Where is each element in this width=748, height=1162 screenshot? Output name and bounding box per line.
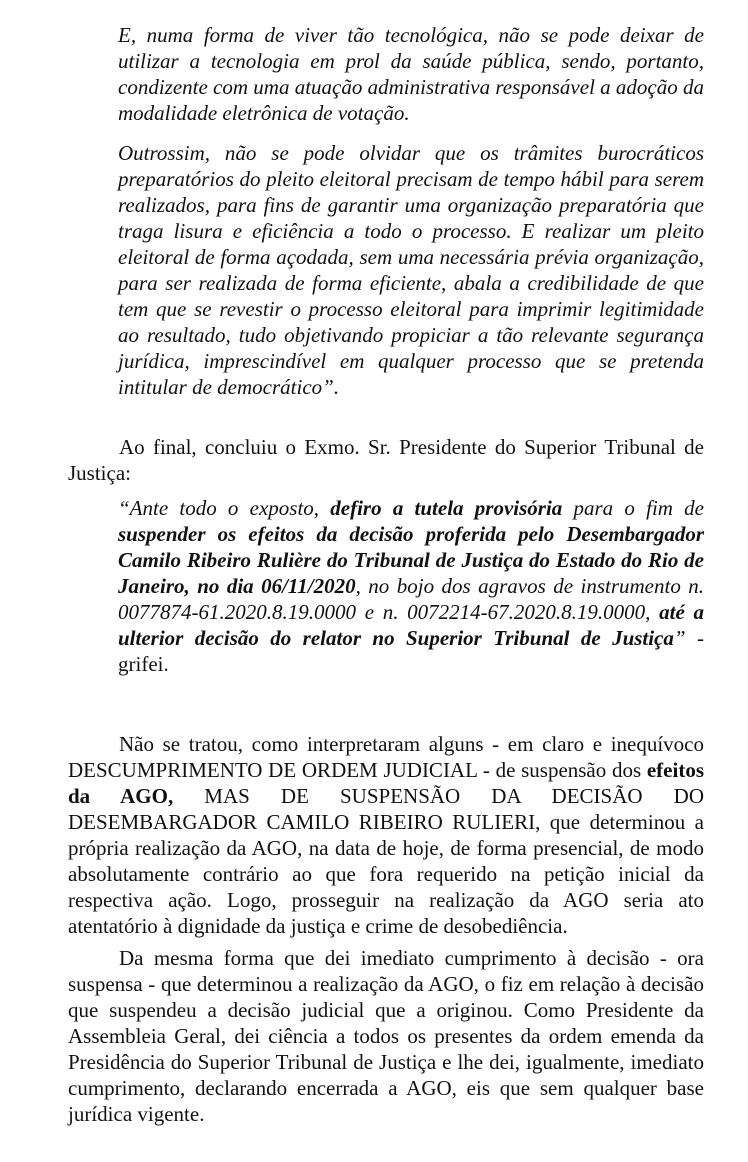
quote-text: , no bojo dos agravos de instrumento n. 0077874-61.2020.8.19.0000 e n. 0072214-67.2020.8.19.0000, xyxy=(118,574,705,624)
paragraph-text: MAS DE SUSPENSÃO DA DECISÃO DO DESEMBARGADOR CAMILO RIBEIRO RULIERI, que determinou a própria realização da AGO, na data de hoje, de forma presencial, de modo absolutamente contrário ao que fora requerido na petição inicial da respectiva ação. Logo, prosseguir na realização da AGO seria ato atentatório à dignidade da justiça e crime de desobediência. xyxy=(68,784,704,938)
quote-paragraph-electoral-process: Outrossim, não se pode olvidar que os trâmites burocráticos preparatórios do pleito eleitoral precisam de tempo hábil para serem realizados, para fins de garantir uma organização preparatória que traga lisura e eficiência a todo o processo. E realizar um pleito eleitoral de forma açodada, sem uma necessária prévia organização, para ser realizada de forma eficiente, abala a credibilidade de que tem que se revestir o processo eleitoral para imprimir legitimidade ao resultado, tudo objetivando propiciar a tão relevante segurança jurídica, imprescindível em qualquer processo que se pretenda intitular de democrático”. xyxy=(118,141,704,399)
quote-text: ” xyxy=(673,626,686,650)
paragraph-no-noncompliance xyxy=(68,731,704,939)
paragraph-text: Não se tratou, como interpretaram alguns - em claro e inequívoco DESCUMPRIMENTO DE ORDEM JUDICIAL - de suspensão dos xyxy=(68,732,704,782)
paragraph-bold-text: efeitos da AGO, xyxy=(68,758,704,808)
quote-text: para o fim de xyxy=(562,496,704,520)
quote-note: - grifei. xyxy=(118,626,704,676)
quote-bold-text: suspender os efeitos da decisão proferida pelo Desembargador Camilo Ribeiro Rulière do Tribunal de Justiça do Estado do Rio de Janeiro, no dia 06/11/2020 xyxy=(118,522,704,598)
paragraph-compliance: Da mesma forma que dei imediato cumprimento à decisão - ora suspensa - que determinou a realização da AGO, o fiz em relação à decisão que suspendeu a decisão judicial que a originou. Como Presidente da Assembleia Geral, dei ciência a todos os presentes da ordem emenda da Presidência do Superior Tribunal de Justiça e lhe dei, igualmente, imediato cumprimento, declarando encerrada a AGO, eis que sem qualquer base jurídica vigente. xyxy=(68,946,704,1126)
quote-text: “Ante todo o exposto, xyxy=(118,496,331,520)
quote-bold-text: defiro a tutela provisória xyxy=(330,496,563,520)
paragraph-conclusion-intro: Ao final, concluiu o Exmo. Sr. Presidente do Superior Tribunal de Justiça: xyxy=(68,435,704,485)
quote-paragraph-stj-decision xyxy=(118,495,704,677)
quote-bold-text: até a ulterior decisão do relator no Superior Tribunal de Justiça xyxy=(118,600,705,650)
quote-paragraph-technology: E, numa forma de viver tão tecnológica, não se pode deixar de utilizar a tecnologia em prol da saúde pública, sendo, portanto, condizente com uma atuação administrativa responsável a adoção da modalidade eletrônica de votação. xyxy=(118,23,704,125)
